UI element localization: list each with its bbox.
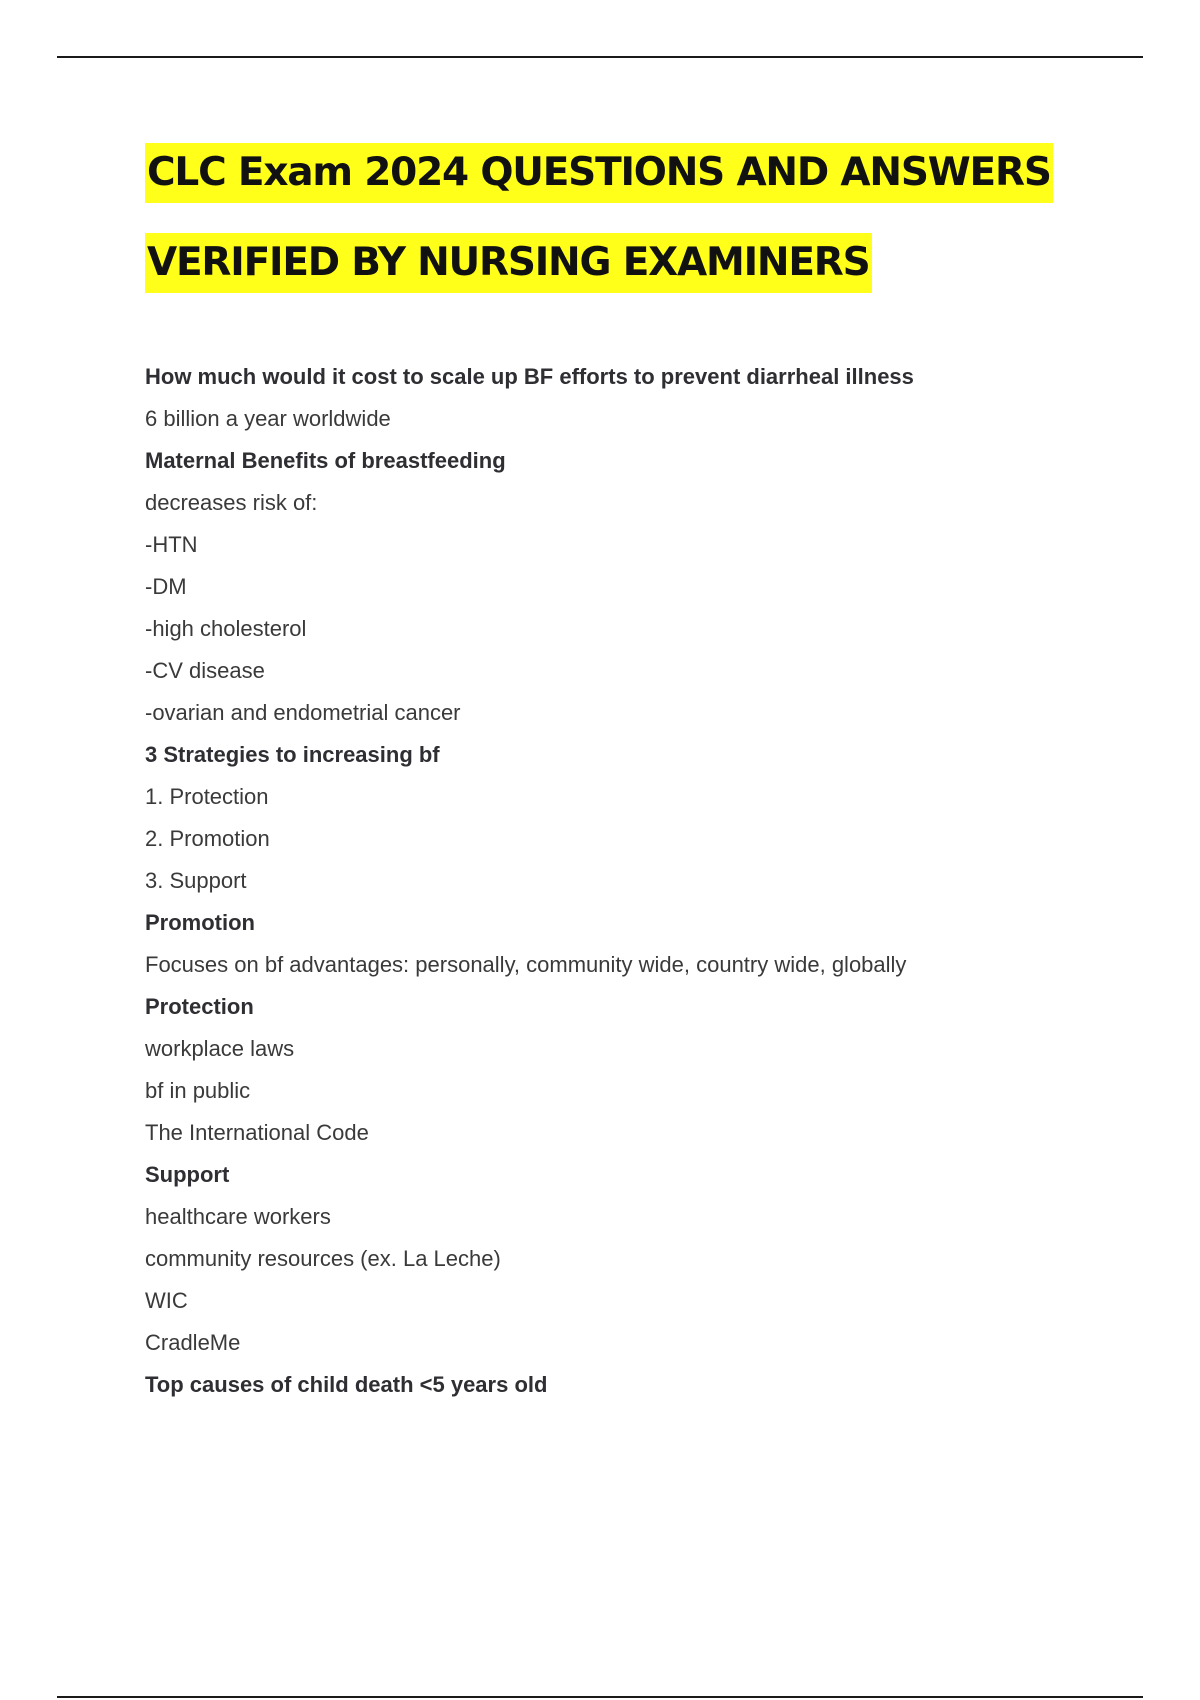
answer-text: 2. Promotion: [145, 826, 270, 851]
answer-text: The International Code: [145, 1120, 369, 1145]
question-text: Promotion: [145, 910, 255, 935]
answer-text: CradleMe: [145, 1330, 241, 1355]
answer-text: 1. Protection: [145, 784, 269, 809]
answer-text: -high cholesterol: [145, 616, 307, 641]
answer-text: workplace laws: [145, 1036, 295, 1061]
document-title: [145, 143, 1053, 293]
answer-text: healthcare workers: [145, 1204, 331, 1229]
footer-rule: [57, 1696, 1143, 1698]
answer-text: WIC: [145, 1288, 188, 1313]
qa-list: [145, 356, 1145, 1406]
question-text: Protection: [145, 994, 254, 1019]
answer-text: community resources (ex. La Leche): [145, 1246, 501, 1271]
answer-text: -ovarian and endometrial cancer: [145, 700, 461, 725]
question-text: Maternal Benefits of breastfeeding: [145, 448, 506, 473]
question-text: Top causes of child death <5 years old: [145, 1372, 548, 1397]
answer-text: 3. Support: [145, 868, 247, 893]
question-text: Support: [145, 1162, 230, 1187]
title-line-2: VERIFIED BY NURSING EXAMINERS: [145, 233, 872, 293]
answer-text: Focuses on bf advantages: personally, community wide, country wide, globally: [145, 952, 907, 977]
answer-text: -DM: [145, 574, 187, 599]
answer-text: bf in public: [145, 1078, 251, 1103]
question-text: 3 Strategies to increasing bf: [145, 742, 440, 767]
answer-text: decreases risk of:: [145, 490, 318, 515]
answer-text: 6 billion a year worldwide: [145, 406, 391, 431]
answer-text: -HTN: [145, 532, 198, 557]
question-text: How much would it cost to scale up BF efforts to prevent diarrheal illness: [145, 364, 914, 389]
answer-text: -CV disease: [145, 658, 265, 683]
title-line-1: CLC Exam 2024 QUESTIONS AND ANSWERS: [145, 143, 1053, 203]
header-rule: [57, 56, 1143, 58]
